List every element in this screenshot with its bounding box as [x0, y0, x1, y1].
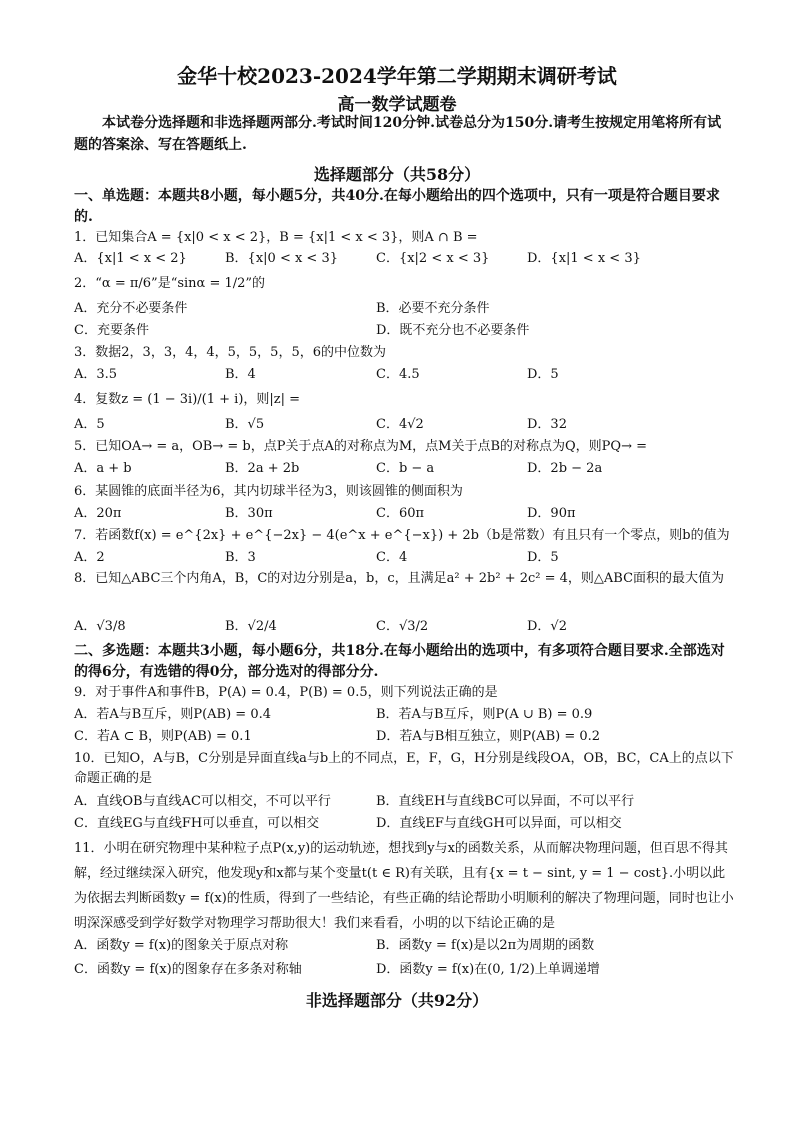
option-c: C．√3/2: [376, 619, 429, 634]
option-a: A．a + b: [74, 461, 132, 476]
question-10-options-row2: [74, 814, 734, 834]
question-11-stem: 11．小明在研究物理中某种粒子点P(x,y)的运动轨迹，想找到y与x的函数关系，从而解决物理问题，但百思不得其解，经过继续深入研究，他发现y和x都与某个变量t(t ∈ R)有关联，且有{x = t − sint, y = 1 − cost}.小明以此为依据去判断函数y = f(x)的性质，得到了一些结论，有些正确的结论帮助小明顺利的解决了物理问题，同时也让小明深深感受到学好数学对物理学习帮助很大！我们来看看，小明的以下结论正确的是: [74, 841, 734, 931]
option-d: D．2b − 2a: [527, 461, 603, 476]
option-d: D．若A与B相互独立，则P(AB) = 0.2: [376, 729, 601, 744]
option-d: D．5: [527, 550, 559, 565]
question-11-options: [74, 936, 734, 956]
option-a: A．3.5: [74, 367, 118, 382]
exam-subtitle: 高一数学试题卷: [337, 95, 457, 115]
question-7-options: [74, 548, 734, 568]
option-c: C．b − a: [376, 461, 435, 476]
option-a: A．5: [74, 417, 105, 432]
option-d: D．{x|1 < x < 3}: [527, 251, 641, 266]
question-3-options: [74, 365, 734, 385]
question-5-options: [74, 459, 734, 479]
question-1-options: [74, 249, 734, 269]
question-2-options: [74, 299, 734, 319]
option-c: C．4√2: [376, 417, 424, 432]
option-b: B．2a + 2b: [225, 461, 300, 476]
option-b: B．直线EH与直线BC可以异面，不可以平行: [376, 794, 635, 809]
question-9-stem: 9．对于事件A和事件B，P(A) = 0.4，P(B) = 0.5，则下列说法正确的是: [74, 685, 498, 700]
question-1-stem: 1．已知集合A = {x|0 < x < 2}，B = {x|1 < x < 3}，则A ∩ B =: [74, 230, 478, 245]
option-d: D．32: [527, 417, 567, 432]
option-a: A．充分不必要条件: [74, 301, 188, 316]
option-a: A．20π: [74, 506, 122, 521]
question-10-options: [74, 792, 734, 812]
question-3-stem: 3．数据2，3，3，4，4，5，5，5，5，6的中位数为: [74, 345, 386, 360]
option-b: B．3: [225, 550, 256, 565]
question-7-stem: 7．若函数f(x) = e^{2x} + e^{−2x} − 4(e^x + e^{−x}) + 2b（b是常数）有且只有一个零点，则b的值为: [74, 528, 730, 543]
question-8-stem: 8．已知△ABC三个内角A，B，C的对边分别是a，b，c，且满足a² + 2b² + 2c² = 4，则△ABC面积的最大值为: [74, 571, 725, 586]
option-c: C．若A ⊂ B，则P(AB) = 0.1: [74, 729, 252, 744]
option-c: C．4.5: [376, 367, 420, 382]
single-choice-heading: 一、单选题：本题共8小题，每小题5分，共40分.在每小题给出的四个选项中，只有一项是符合题目要求的.: [74, 188, 720, 225]
option-b: B．√5: [225, 417, 265, 432]
question-8-options: [74, 617, 734, 637]
option-a: A．{x|1 < x < 2}: [74, 251, 187, 266]
option-a: A．直线OB与直线AC可以相交，不可以平行: [74, 794, 331, 809]
exam-instructions: 本试卷分选择题和非选择题两部分.考试时间120分钟.试卷总分为150分.请考生按规定用笔将所有试题的答案涂、写在答题纸上.: [74, 115, 722, 153]
option-a: A．2: [74, 550, 105, 565]
question-4-options: [74, 415, 734, 435]
option-d: D．90π: [527, 506, 576, 521]
option-c: C．{x|2 < x < 3}: [376, 251, 490, 266]
option-b: B．30π: [225, 506, 273, 521]
section-title-nonchoice: 非选择题部分（共92分）: [305, 991, 489, 1010]
option-b: B．函数y = f(x)是以2π为周期的函数: [376, 938, 595, 953]
option-c: C．60π: [376, 506, 425, 521]
question-9-options: [74, 705, 734, 725]
question-4-stem: 4．复数z = (1 − 3i)/(1 + i)，则|z| =: [74, 392, 301, 407]
question-6-options: [74, 504, 734, 524]
option-c: C．函数y = f(x)的图象存在多条对称轴: [74, 962, 302, 977]
question-6-stem: 6．某圆锥的底面半径为6，其内切球半径为3，则该圆锥的侧面积为: [74, 484, 463, 499]
question-2-options-row2: [74, 321, 734, 341]
multi-choice-heading: 二、多选题：本题共3小题，每小题6分，共18分.在每小题给出的选项中，有多项符合题目要求.全部选对的得6分，有选错的得0分，部分选对的得部分分.: [74, 643, 725, 680]
option-b: B．{x|0 < x < 3}: [225, 251, 338, 266]
option-d: D．5: [527, 367, 559, 382]
option-d: D．直线EF与直线GH可以异面，可以相交: [376, 816, 622, 831]
option-b: B．√2/4: [225, 619, 277, 634]
option-b: B．若A与B互斥，则P(A ∪ B) = 0.9: [376, 707, 593, 722]
option-c: C．4: [376, 550, 408, 565]
option-a: A．函数y = f(x)的图象关于原点对称: [74, 938, 289, 953]
option-b: B．4: [225, 367, 256, 382]
question-9-options-row2: [74, 727, 734, 747]
exam-title: 金华十校2023-2024学年第二学期期末调研考试: [177, 64, 617, 88]
option-a: A．若A与B互斥，则P(AB) = 0.4: [74, 707, 271, 722]
section-title-choice: 选择题部分（共58分）: [313, 165, 481, 184]
option-d: D．函数y = f(x)在(0, 1/2)上单调递增: [376, 962, 600, 977]
option-d: D．√2: [527, 619, 567, 634]
question-2-stem: 2．“α = π/6”是“sinα = 1/2”的: [74, 276, 266, 291]
question-5-stem: 5．已知OA→ = a，OB→ = b，点P关于点A的对称点为M，点M关于点B的对称点为Q，则PQ→ =: [74, 439, 647, 454]
option-c: C．充要条件: [74, 323, 149, 338]
option-b: B．必要不充分条件: [376, 301, 490, 316]
option-c: C．直线EG与直线FH可以垂直，可以相交: [74, 816, 320, 831]
question-10-stem: 10．已知O，A与B，C分别是异面直线a与b上的不同点，E，F，G，H分别是线段OA，OB，BC，CA上的点以下命题正确的是: [74, 751, 734, 786]
question-11-options-row2: [74, 960, 734, 980]
option-a: A．√3/8: [74, 619, 126, 634]
option-d: D．既不充分也不必要条件: [376, 323, 530, 338]
